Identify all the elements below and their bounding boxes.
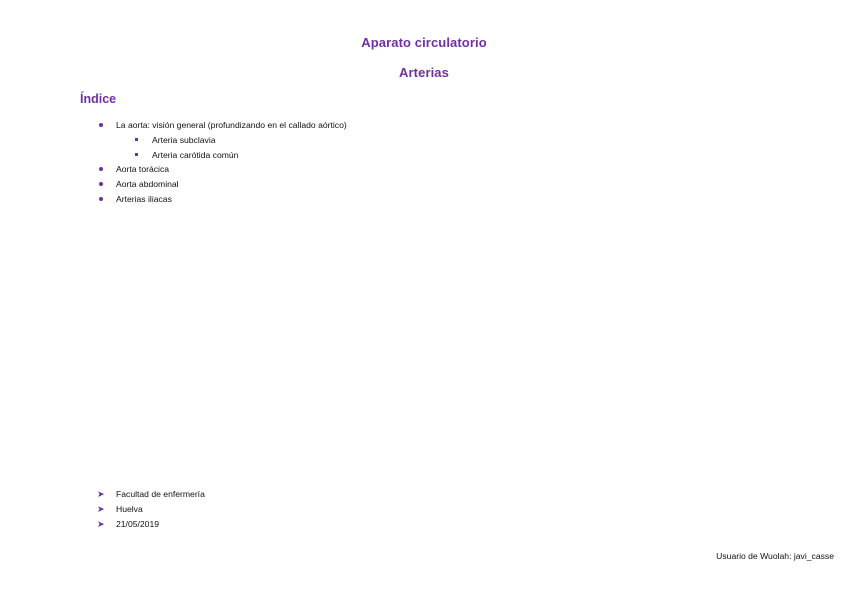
index-list xyxy=(98,118,347,207)
footer-item-label: Huelva xyxy=(116,503,143,514)
round-bullet-icon xyxy=(99,123,103,127)
document-subtitle: Arterias xyxy=(399,65,449,80)
footer-item-label: 21/05/2019 xyxy=(116,518,160,529)
index-subitem-label: Arteria carótida común xyxy=(152,149,239,160)
index-sublist xyxy=(134,133,365,163)
document-title: Aparato circulatorio xyxy=(361,35,487,50)
index-item-label: Aorta abdominal xyxy=(116,179,179,190)
round-bullet-icon xyxy=(99,197,103,201)
index-subitem xyxy=(134,148,365,163)
round-bullet-icon xyxy=(99,182,103,186)
index-item xyxy=(98,192,347,207)
index-subitem-label: Arteria subclavia xyxy=(152,134,216,145)
round-bullet-icon xyxy=(99,167,103,171)
index-item-label: Arterias iliacas xyxy=(116,193,172,204)
index-item xyxy=(98,162,347,177)
footer-list xyxy=(98,487,205,531)
arrowhead-bullet-icon: ➤ xyxy=(97,503,105,514)
footer-item-label: Facultad de enfermería xyxy=(116,489,205,499)
footer-item xyxy=(98,502,205,517)
index-item xyxy=(98,118,347,162)
arrowhead-bullet-icon: ➤ xyxy=(97,518,105,529)
square-bullet-icon xyxy=(135,138,138,141)
index-item-label: La aorta: visión general (profundizando en el callado aórtico) xyxy=(116,120,347,130)
wuolah-user-label: Usuario de Wuolah: javi_casse xyxy=(716,551,834,561)
index-item-label: Aorta torácica xyxy=(116,164,170,175)
index-item xyxy=(98,177,347,192)
footer-item xyxy=(98,517,205,532)
square-bullet-icon xyxy=(135,153,138,156)
index-heading: Índice xyxy=(80,92,117,106)
index-subitem xyxy=(134,133,365,148)
arrowhead-bullet-icon: ➤ xyxy=(97,489,105,499)
footer-item xyxy=(98,487,205,502)
